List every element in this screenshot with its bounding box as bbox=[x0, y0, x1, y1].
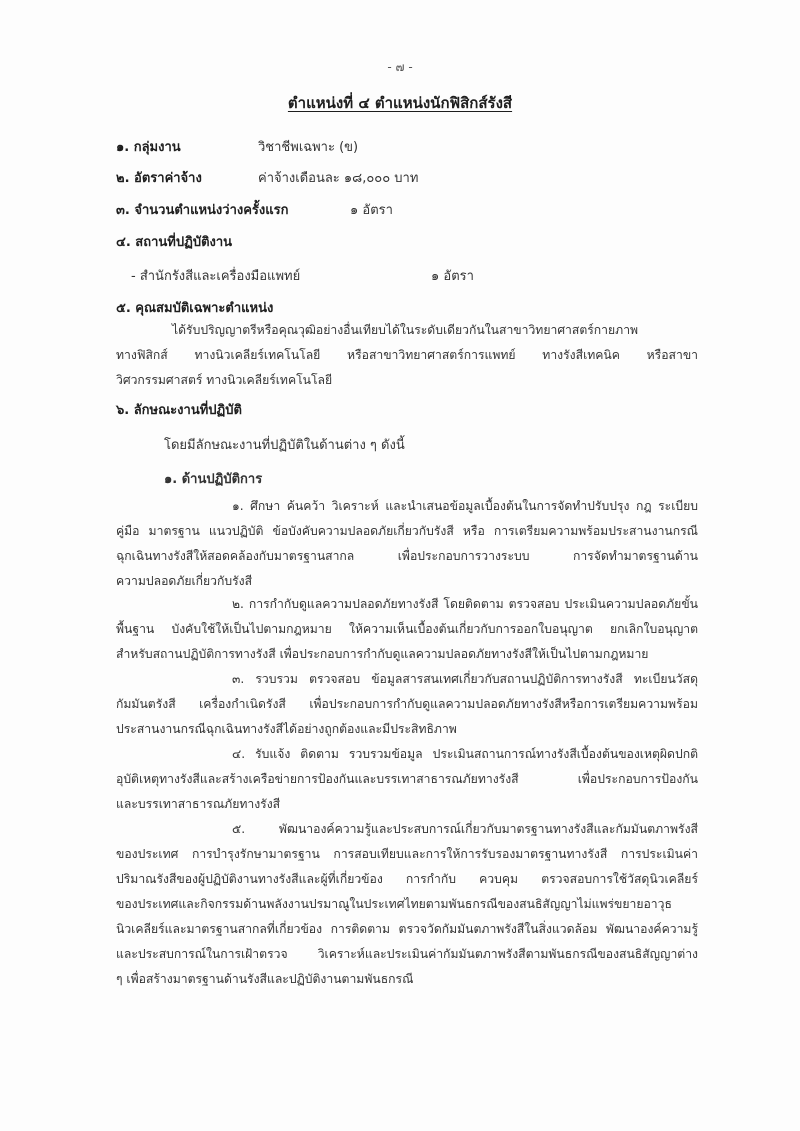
field-value-group: วิชาชีพเฉพาะ (ข) bbox=[258, 140, 359, 155]
workplace-name: - สำนักรังสีและเครื่องมือแพทย์ bbox=[131, 269, 301, 284]
qualifications-line: วิศวกรรมศาสตร์ ทางนิวเคลียร์เทคโนโลยี bbox=[116, 373, 333, 387]
duty-line: สำหรับสถานปฏิบัติการทางรังสี เพื่อประกอบการกำกับดูแลความปลอดภัยทางรังสีให้เป็นไปตามกฎหมาย bbox=[116, 647, 649, 661]
field-label-group: ๑. กลุ่มงาน bbox=[116, 140, 181, 155]
document-title bbox=[0, 91, 800, 115]
field-label-vacancies: ๓. จำนวนตำแหน่งว่างครั้งแรก bbox=[116, 203, 289, 218]
field-label-salary: ๒. อัตราค่าจ้าง bbox=[116, 171, 202, 186]
duty-line: ฉุกเฉินทางรังสีให้สอดคล้องกับมาตรฐานสากล เพื่อประกอบการวางระบบ การจัดทำมาตรฐานด้าน bbox=[116, 549, 698, 563]
field-value-vacancies: ๑ อัตรา bbox=[350, 203, 393, 218]
field-value-salary: ค่าจ้างเดือนละ ๑๘,๐๐๐ บาท bbox=[258, 171, 419, 186]
duty-item-2 bbox=[116, 592, 698, 667]
qualifications-line: ได้รับปริญญาตรีหรือคุณวุฒิอย่างอื่นเทียบได้ในระดับเดียวกันในสาขาวิทยาศาสตร์กายภาพ bbox=[172, 323, 639, 337]
qualifications-text bbox=[116, 318, 698, 393]
duty-line: ปริมาณรังสีของผู้ปฏิบัติงานทางรังสีและผู้ที่เกี่ยวข้อง การกำกับ ควบคุม ตรวจสอบการใช้วัสดุนิวเคลียร์ bbox=[116, 872, 698, 886]
document-title-text: ตำแหน่งที่ ๔ ตำแหน่งนักฟิสิกส์รังสี bbox=[287, 94, 513, 112]
workplace-count: ๑ อัตรา bbox=[431, 269, 474, 284]
work-nature-heading: ๖. ลักษณะงานที่ปฏิบัติ bbox=[116, 403, 242, 418]
duty-line: ๒. การกำกับดูแลความปลอดภัยทางรังสี โดยติดตาม ตรวจสอบ ประเมินความปลอดภัยขั้น bbox=[232, 597, 698, 611]
duty-line: ของประเทศและกิจกรรมด้านพลังงานปรมาณูในประเทศไทยตามพันธกรณีของสนธิสัญญาไม่แพร่ขยายอาวุธ bbox=[116, 897, 672, 911]
duty-line: และบรรเทาสาธารณภัยทางรังสี bbox=[116, 797, 281, 811]
work-nature-intro: โดยมีลักษณะงานที่ปฏิบัติในด้านต่าง ๆ ดังนี้ bbox=[164, 438, 405, 453]
work-nature-subheading: ๑. ด้านปฏิบัติการ bbox=[164, 472, 263, 487]
page-number: - ๗ - bbox=[387, 60, 413, 74]
duty-item-5 bbox=[116, 817, 698, 992]
field-label-workplace: ๔. สถานที่ปฏิบัติงาน bbox=[116, 235, 233, 250]
duty-line: ๔. รับแจ้ง ติดตาม รวบรวมข้อมูล ประเมินสถานการณ์ทางรังสีเบื้องต้นของเหตุผิดปกติ bbox=[232, 747, 698, 761]
duty-line: นิวเคลียร์และมาตรฐานสากลที่เกี่ยวข้อง การติดตาม ตรวจวัดกัมมันตภาพรังสีในสิ่งแวดล้อม พัฒนาองค์ความรู้ bbox=[116, 922, 698, 936]
duty-line: ประสานงานกรณีฉุกเฉินทางรังสีได้อย่างถูกต้องและมีประสิทธิภาพ bbox=[116, 722, 457, 736]
qualifications-line: ทางฟิสิกส์ ทางนิวเคลียร์เทคโนโลยี หรือสาขาวิทยาศาสตร์การแพทย์ ทางรังสีเทคนิค หรือสาขา bbox=[116, 348, 698, 362]
duty-item-3 bbox=[116, 667, 698, 742]
duty-line: ๓. รวบรวม ตรวจสอบ ข้อมูลสารสนเทศเกี่ยวกับสถานปฏิบัติการทางรังสี ทะเบียนวัสดุ bbox=[232, 672, 698, 686]
duty-line: ๕. พัฒนาองค์ความรู้และประสบการณ์เกี่ยวกับมาตรฐานทางรังสีและกัมมันตภาพรังสี bbox=[232, 822, 698, 836]
duty-line: อุบัติเหตุทางรังสีและสร้างเครือข่ายการป้องกันและบรรเทาสาธารณภัยทางรังสี เพื่อประกอบการป้องกัน bbox=[116, 772, 698, 786]
qualifications-heading: ๕. คุณสมบัติเฉพาะตำแหน่ง bbox=[116, 301, 274, 316]
duty-line: ๑. ศึกษา ค้นคว้า วิเคราะห์ และนำเสนอข้อมูลเบื้องต้นในการจัดทำปรับปรุง กฎ ระเบียบ bbox=[232, 499, 698, 513]
duty-line: และประสบการณ์ในการเฝ้าตรวจ วิเคราะห์และประเมินค่ากัมมันตภาพรังสีตามพันธกรณีของสนธิสัญญาต่าง bbox=[116, 947, 698, 961]
duty-line: กัมมันตรังสี เครื่องกำเนิดรังสี เพื่อประกอบการกำกับดูแลความปลอดภัยทางรังสีหรือการเตรียมความพร้อม bbox=[116, 697, 698, 711]
duty-line: ความปลอดภัยเกี่ยวกับรังสี bbox=[116, 574, 253, 588]
duty-line: พื้นฐาน บังคับใช้ให้เป็นไปตามกฎหมาย ให้ความเห็นเบื้องต้นเกี่ยวกับการออกใบอนุญาต ยกเลิกใบอนุญาต bbox=[116, 622, 698, 636]
duty-line: คู่มือ มาตรฐาน แนวปฏิบัติ ข้อบังคับความปลอดภัยเกี่ยวกับรังสี หรือ การเตรียมความพร้อมประสานงานกรณี bbox=[116, 524, 698, 538]
duty-item-4 bbox=[116, 742, 698, 817]
duty-line: ของประเทศ การบำรุงรักษามาตรฐาน การสอบเทียบและการให้การรับรองมาตรฐานทางรังสี การประเมินค่า bbox=[116, 847, 698, 861]
duty-line: ๆ เพื่อสร้างมาตรฐานด้านรังสีและปฏิบัติงานตามพันธกรณี bbox=[116, 972, 414, 986]
duty-item-1 bbox=[116, 494, 698, 594]
